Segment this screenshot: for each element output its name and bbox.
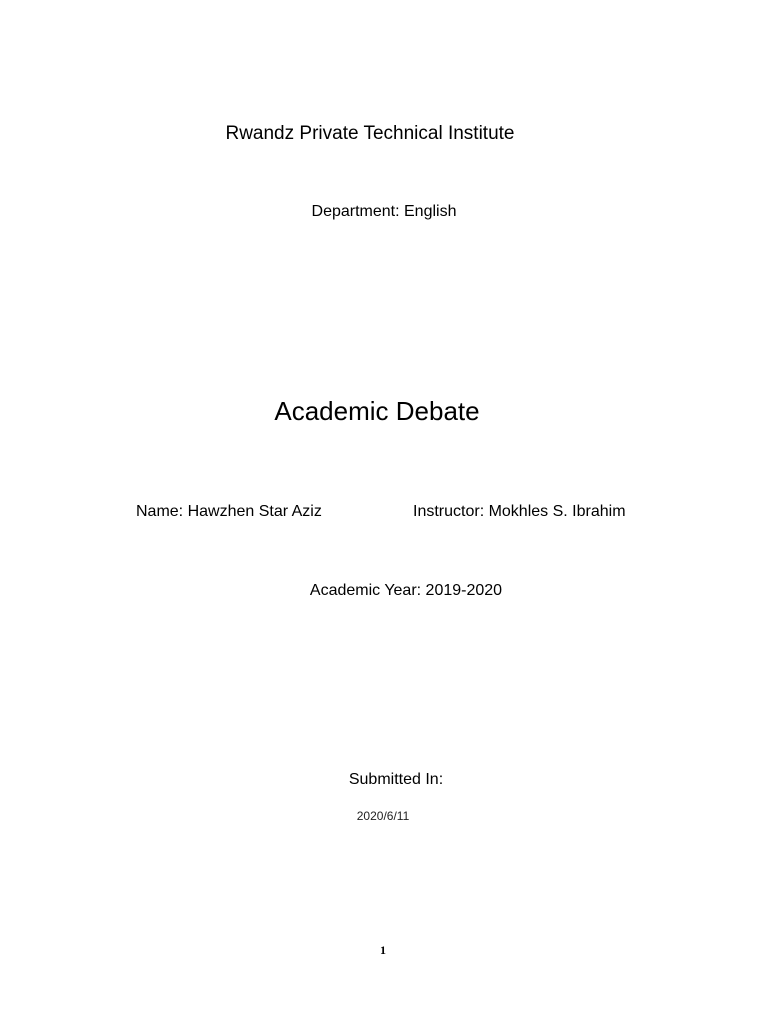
document-title: Academic Debate [274, 396, 480, 426]
academic-year: Academic Year: 2019-2020 [309, 582, 503, 599]
submitted-date: 2020/6/11 [356, 809, 410, 823]
submitted-label: Submitted In: [348, 771, 444, 788]
department-label: Department: English [311, 203, 457, 220]
student-name: Name: Hawzhen Star Aziz [136, 503, 322, 520]
page-number: 1 [380, 943, 386, 957]
instructor-name: Instructor: Mokhles S. Ibrahim [413, 503, 626, 520]
institute-name: Rwandz Private Technical Institute [225, 123, 515, 144]
